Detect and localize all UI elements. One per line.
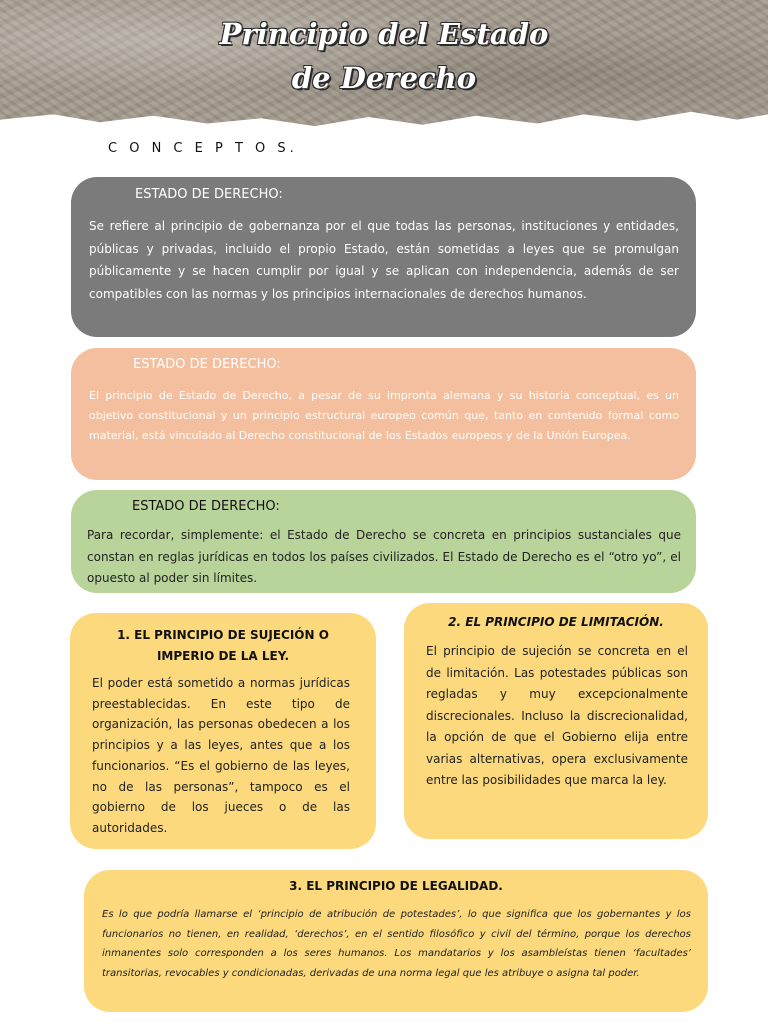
box-text: Es lo que podría llamarse el ‘principio de atribución de potestades’, lo que significa que los gobernantes y los funcionarios no tienen, en realidad, ‘derechos’, en el sentido filosófico y civil del término, porque los derechos inmanentes solo corresponden a los seres humanos. Los mandatarios y los asambleístas tienen ‘facultades’ transitorias, revocables y condicionadas, derivadas de una norma legal que les atribuye o asigna tal poder. <box>102 909 691 979</box>
section-label: C O N C E P T O S. <box>108 141 298 156</box>
box-title: 1. EL PRINCIPIO DE SUJECIÓN O IMPERIO DE LA LEY. <box>117 628 329 663</box>
box-title: ESTADO DE DERECHO: <box>132 499 280 514</box>
box-title: 3. EL PRINCIPIO DE LEGALIDAD. <box>289 879 503 893</box>
box-text: El poder está sometido a normas jurídicas preestablecidas. En este tipo de organización, las personas obedecen a los principios y a las leyes, antes que a los funcionarios. “Es el gobierno de las leyes, no de las personas”, tampoco es el gobierno de los jueces o de las autoridades. <box>92 676 350 835</box>
box-text: Para recordar, simplemente: el Estado de Derecho se concreta en principios sustanciales que constan en reglas jurídicas en todos los países civilizados. El Estado de Derecho es el “otro yo”, el opuesto al poder sin límites. <box>87 528 681 585</box>
title-line-1: Principio del Estado <box>219 17 549 51</box>
concept-box-1 <box>71 177 696 337</box>
box-text: El principio de sujeción se concreta en el de limitación. Las potestades públicas son regladas y muy excepcionalmente discrecionales. Incluso la discrecionalidad, la opción de que el Gobierno elija entre varias alternativas, opera exclusivamente entre las posibilidades que marca la ley. <box>426 644 688 787</box>
box-title: ESTADO DE DERECHO: <box>135 187 283 202</box>
box-text: El principio de Estado de Derecho, a pesar de su impronta alemana y su historia conceptual, es un objetivo constitucional y un principio estructural europeo común que, tanto en contenido formal como material, está vinculado al Derecho constitucional de los Estados europeos y de la Unión Europea. <box>89 389 679 442</box>
box-title: ESTADO DE DERECHO: <box>133 357 281 372</box>
principle-box-legalidad <box>84 870 708 1012</box>
box-title: 2. EL PRINCIPIO DE LIMITACIÓN. <box>448 615 664 629</box>
concept-box-2 <box>71 348 696 480</box>
concept-box-3 <box>71 490 696 593</box>
title-line-2: de Derecho <box>291 61 477 95</box>
page-title <box>0 12 768 100</box>
principle-box-limitacion <box>404 603 708 839</box>
box-text: Se refiere al principio de gobernanza por el que todas las personas, instituciones y entidades, públicas y privadas, incluido el propio Estado, están sometidas a leyes que se promulgan públicamente y se hacen cumplir por igual y se aplican con independencia, además de ser compatibles con las normas y los principios internacionales de derechos humanos. <box>89 219 679 301</box>
principle-box-sujecion <box>70 613 376 849</box>
